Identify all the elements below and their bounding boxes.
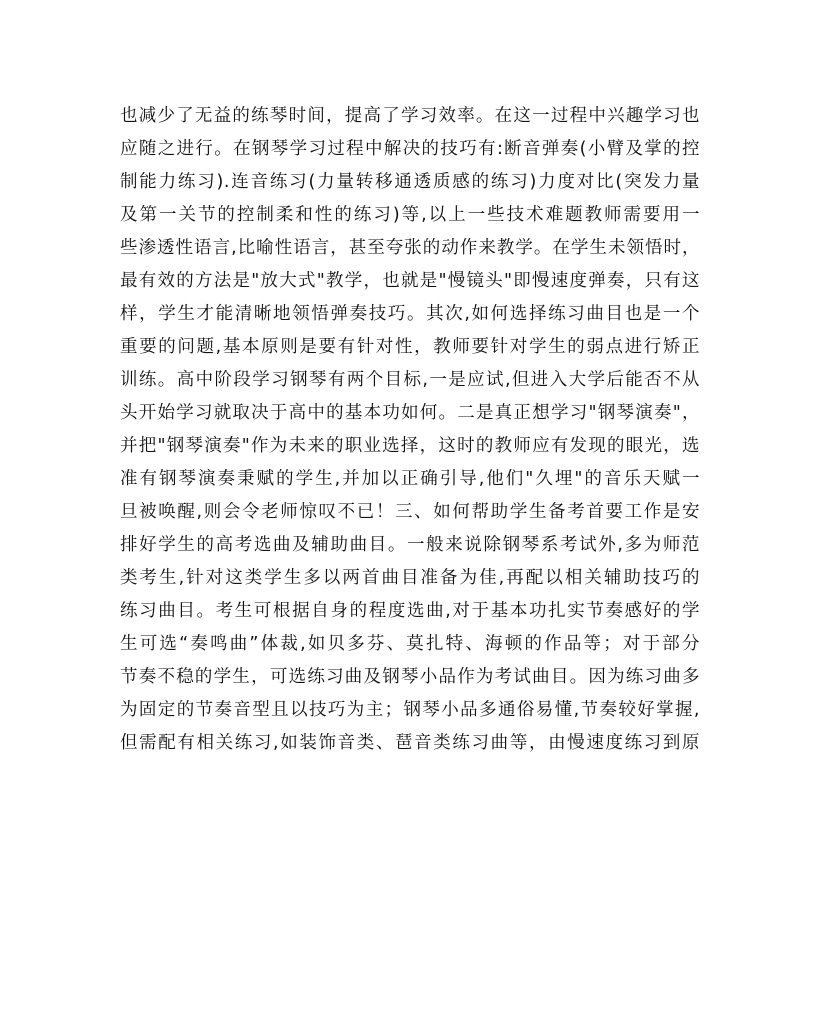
text-line: 为固定的节奏音型且以技巧为主；钢琴小品多通俗易懂,节奏较好掌握, (120, 700, 700, 720)
text-line: 生可选“奏鸣曲”体裁,如贝多芬、莫扎特、海顿的作品等；对于部分 (120, 634, 700, 654)
text-line: 头开始学习就取决于高中的基本功如何。二是真正想学习"钢琴演奏"， (120, 403, 700, 423)
text-line: 准有钢琴演奏秉赋的学生,并加以正确引导,他们"久埋"的音乐天赋一 (120, 469, 700, 489)
text-line: 排好学生的高考选曲及辅助曲目。一般来说除钢琴系考试外,多为师范 (120, 535, 700, 555)
text-line: 及第一关节的控制柔和性的练习)等,以上一些技术难题教师需要用一 (120, 205, 700, 225)
text-line: 训练。高中阶段学习钢琴有两个目标,一是应试,但进入大学后能否不从 (120, 370, 700, 390)
text-line: 样，学生才能清晰地领悟弹奏技巧。其次,如何选择练习曲目也是一个 (120, 304, 700, 324)
text-line: 也减少了无益的练琴时间，提高了学习效率。在这一过程中兴趣学习也 (120, 106, 700, 126)
text-line: 制能力练习).连音练习(力量转移通透质感的练习)力度对比(突发力量 (120, 172, 700, 192)
text-line: 应随之进行。在钢琴学习过程中解决的技巧有:断音弹奏(小臂及掌的控 (120, 139, 700, 159)
text-line: 并把"钢琴演奏"作为未来的职业选择，这时的教师应有发现的眼光，选 (120, 436, 700, 456)
text-line: 节奏不稳的学生，可选练习曲及钢琴小品作为考试曲目。因为练习曲多 (120, 667, 700, 687)
text-line: 但需配有相关练习,如装饰音类、琶音类练习曲等，由慢速度练习到原 (120, 733, 700, 753)
text-line: 最有效的方法是"放大式"教学，也就是"慢镜头"即慢速度弹奏，只有这 (120, 271, 700, 291)
text-line: 旦被唤醒,则会令老师惊叹不已！三、如何帮助学生备考首要工作是安 (120, 502, 700, 522)
text-line: 练习曲目。考生可根据自身的程度选曲,对于基本功扎实节奏感好的学 (120, 601, 700, 621)
text-line: 些渗透性语言,比喻性语言，甚至夸张的动作来教学。在学生未领悟时， (120, 238, 700, 258)
text-line: 类考生,针对这类学生多以两首曲目准备为佳,再配以相关辅助技巧的 (120, 568, 700, 588)
text-line: 重要的问题,基本原则是要有针对性，教师要针对学生的弱点进行矫正 (120, 337, 700, 357)
body-text (120, 100, 700, 760)
